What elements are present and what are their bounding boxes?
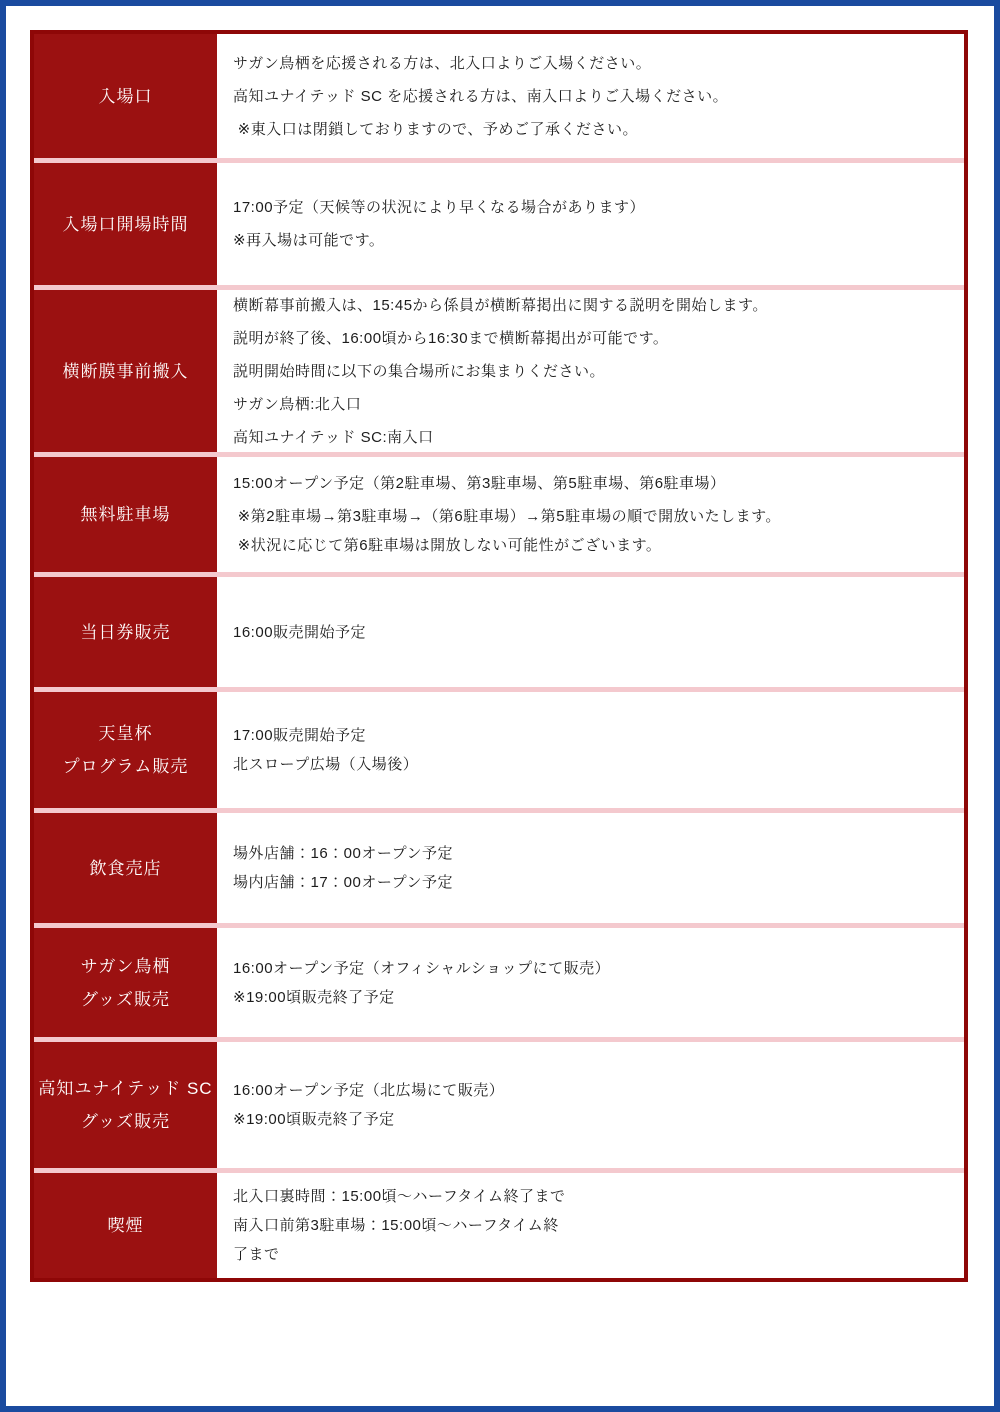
content-paragraph: 17:00予定（天候等の状況により早くなる場合があります）: [233, 199, 646, 216]
row-content: [220, 1042, 964, 1168]
row-label-text: 飲食売店: [89, 858, 162, 878]
row-label-text: 当日券販売: [80, 622, 171, 642]
content-paragraph: ※東入口は閉鎖しておりますので、予めご了承ください。: [233, 120, 638, 138]
content-paragraph: 高知ユナイテッド SC:南入口: [233, 428, 434, 446]
row-content: [220, 577, 964, 687]
row-label-text: 無料駐車場: [80, 505, 171, 524]
row-content: [220, 457, 964, 572]
content-paragraph: 横断幕事前搬入は、15:45から係員が横断幕掲出に関する説明を開始します。: [233, 296, 768, 314]
content-paragraph: 説明開始時間に以下の集合場所にお集まりください。: [233, 362, 606, 380]
row-content: [220, 813, 964, 923]
table-row-food-stalls: [34, 813, 964, 928]
row-content: [220, 290, 964, 452]
row-content: [220, 1173, 964, 1278]
row-label-text: 横断膜事前搬入: [62, 361, 189, 381]
content-paragraph: ※第2駐車場→第3駐車場→（第6駐車場）→第5駐車場の順で開放いたします。 ※状況に応じて第6駐車場は開放しない可能性がございます。: [233, 508, 781, 554]
table-row-entrance-opening-time: [34, 163, 964, 290]
content-paragraph: ※再入場は可能です。: [233, 232, 385, 249]
row-label: [34, 163, 220, 285]
row-content: [220, 928, 964, 1037]
content-paragraph: 説明が終了後、16:00頃から16:30まで横断幕掲出が可能です。: [233, 329, 669, 347]
row-label: [34, 457, 220, 572]
row-label: [34, 34, 220, 158]
row-label-text: サガン鳥栖 グッズ販売: [80, 956, 171, 1009]
content-paragraph: 16:00販売開始予定: [233, 623, 367, 641]
row-content: [220, 692, 964, 808]
row-label-text: 天皇杯 プログラム販売: [62, 724, 189, 776]
content-paragraph: 高知ユナイテッド SC を応援される方は、南入口よりご入場ください。: [233, 87, 729, 105]
row-label-text: 入場口開場時間: [62, 214, 189, 234]
content-paragraph: 場外店舗：16：00オープン予定 場内店舗：17：00オープン予定: [233, 845, 454, 891]
content-paragraph: 北入口裏時間：15:00頃～ハーフタイム終了まで 南入口前第3駐車場：15:00頃～ハーフタイム終 了まで: [233, 1188, 566, 1263]
row-label: [34, 1173, 220, 1278]
row-label-text: 喫煙: [107, 1216, 144, 1235]
row-label-text: 入場口: [98, 86, 153, 106]
row-label: [34, 692, 220, 808]
info-table: [30, 30, 968, 1282]
row-label: [34, 1042, 220, 1168]
content-paragraph: 16:00オープン予定（北広場にて販売） ※19:00頃販売終了予定: [233, 1082, 505, 1128]
row-label: [34, 577, 220, 687]
content-paragraph: サガン鳥栖を応援される方は、北入口よりご入場ください。: [233, 54, 652, 72]
row-label: [34, 928, 220, 1037]
table-row-emperors-cup-program-sales: [34, 692, 964, 813]
content-paragraph: 17:00販売開始予定 北スロープ広場（入場後）: [233, 727, 419, 773]
content-paragraph: 15:00オープン予定（第2駐車場、第3駐車場、第5駐車場、第6駐車場）: [233, 475, 726, 492]
table-row-kochi-united-sc-goods-sales: [34, 1042, 964, 1173]
row-content: [220, 163, 964, 285]
row-label: [34, 290, 220, 452]
row-label-text: 高知ユナイテッド SC グッズ販売: [38, 1079, 213, 1131]
content-paragraph: サガン鳥栖:北入口: [233, 395, 362, 413]
table-row-same-day-ticket-sales: [34, 577, 964, 692]
table-row-sagan-tosu-goods-sales: [34, 928, 964, 1042]
table-row-entrance-gate: [34, 34, 964, 163]
table-row-free-parking: [34, 457, 964, 577]
table-row-banner-advance-carry-in: [34, 290, 964, 457]
row-content: [220, 34, 964, 158]
content-paragraph: 16:00オープン予定（オフィシャルショップにて販売） ※19:00頃販売終了予定: [233, 959, 611, 1006]
row-label: [34, 813, 220, 923]
table-row-smoking: [34, 1173, 964, 1278]
